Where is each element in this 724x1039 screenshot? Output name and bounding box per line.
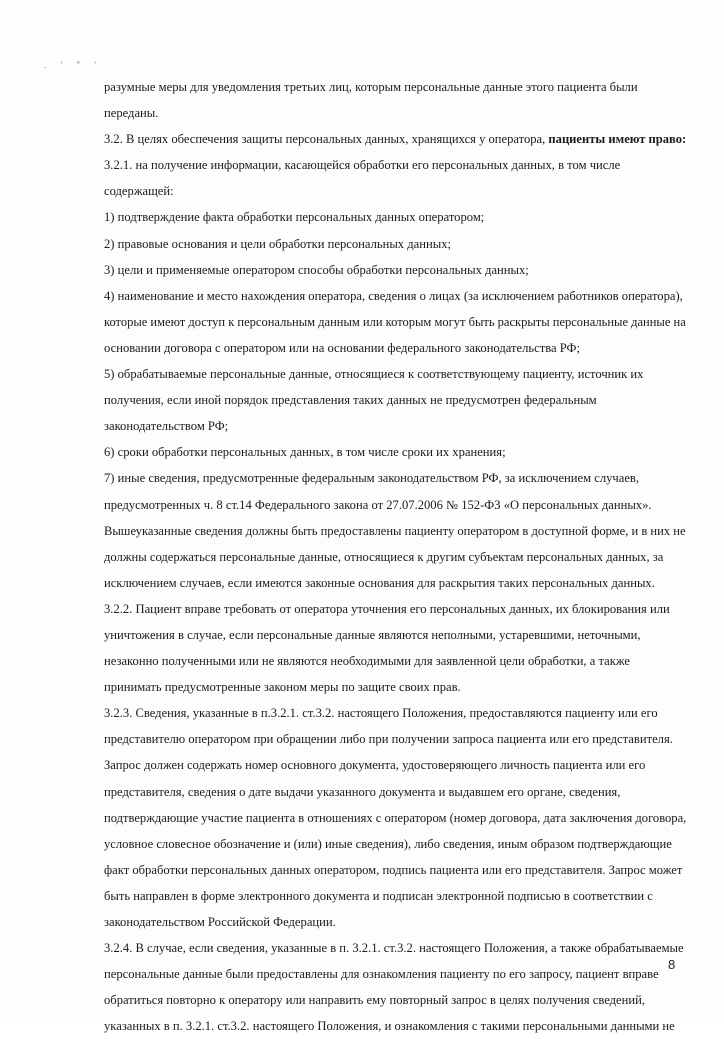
page-number: 8 — [668, 957, 676, 972]
list-item: 3) цели и применяемые оператором способы обработки персональных данных; — [104, 262, 529, 277]
text-line: законодательством РФ; — [104, 419, 229, 434]
list-item: 6) сроки обработки персональных данных, в том числе сроки их хранения; — [104, 445, 506, 460]
text-line: подтверждающие участие пациента в отношениях с оператором (номер договора, дата заключения договора, — [104, 810, 687, 825]
text-line: Вышеуказанные сведения должны быть предоставлены пациенту оператором в доступной форме, и в них не — [104, 523, 686, 538]
text-line: 3.2.1. на получение информации, касающейся обработки его персональных данных, в том числе — [104, 158, 621, 173]
text-line: 3.2.4. В случае, если сведения, указанные в п. 3.2.1. ст.3.2. настоящего Положения, а также обрабатываемые — [104, 941, 684, 956]
list-item: 2) правовые основания и цели обработки персональных данных; — [104, 236, 451, 251]
text-line-with-bold — [104, 126, 685, 152]
text-line: представителя, сведения о дате выдачи указанного документа и выдавшем его органе, сведения, — [104, 784, 621, 799]
document-body — [104, 74, 686, 1039]
text-line: которые имеют доступ к персональным данным или которым могут быть раскрыты персональные данные на — [104, 314, 686, 329]
text-line: факт обработки персональных данных оператором, подпись пациента или его представителя. Запрос может — [104, 862, 683, 877]
text-line: основании договора с оператором или на основании федерального законодательства РФ; — [104, 340, 581, 355]
text-line: разумные меры для уведомления третьих лиц, которым персональные данные этого пациента были — [104, 80, 638, 94]
text-line: 3.2.3. Сведения, указанные в п.3.2.1. ст.3.2. настоящего Положения, предоставляются пациенту или его — [104, 706, 658, 721]
text-line: получения, если иной порядок представления таких данных не предусмотрен федеральным — [104, 393, 597, 408]
list-item: 7) иные сведения, предусмотренные федеральным законодательством РФ, за исключением случаев, — [104, 471, 640, 486]
text-line: исключением случаев, если имеются законные основания для раскрытия таких персональных данных. — [104, 575, 655, 590]
text-fragment: 3.2. В целях обеспечения защиты персональных данных, хранящихся у оператора, — [104, 132, 549, 147]
text-line: персональные данные были предоставлены для ознакомления пациенту по его запросу, пациент вправе — [104, 967, 659, 982]
text-line: должны содержаться персональные данные, относящиеся к другим субъектам персональных данных, за — [104, 549, 664, 564]
text-line: переданы. — [104, 106, 159, 121]
text-line: законодательством Российской Федерации. — [104, 915, 336, 929]
text-line: предусмотренных ч. 8 ст.14 Федерального закона от 27.07.2006 № 152-ФЗ «О персональных данных». — [104, 497, 652, 512]
text-line: уничтожения в случае, если персональные данные являются неполными, устаревшими, неточными, — [104, 627, 641, 642]
text-line: принимать предусмотренные законом меры по защите своих прав. — [104, 680, 461, 695]
text-line: обратиться повторно к оператору или направить ему повторный запрос в целях получения сведений, — [104, 993, 645, 1008]
bold-heading-fragment: пациенты имеют право: — [548, 132, 687, 147]
text-line: быть направлен в форме электронного документа и подписан электронной подписью в соответствии с — [104, 888, 653, 903]
text-line: указанных в п. 3.2.1. ст.3.2. настоящего Положения, и ознакомления с такими персональными данными не — [104, 1019, 675, 1034]
text-line: 3.2.2. Пациент вправе требовать от оператора уточнения его персональных данных, их блокирования или — [104, 601, 670, 616]
text-line: незаконно полученными или не являются необходимыми для заявленной цели обработки, а также — [104, 654, 630, 669]
list-item: 4) наименование и место нахождения оператора, сведения о лицах (за исключением работников оператора), — [104, 288, 683, 303]
text-line: Запрос должен содержать номер основного документа, удостоверяющего личность пациента или его — [104, 758, 646, 773]
text-line: представителю оператором при обращении либо при получении запроса пациента или его представителя. — [104, 732, 673, 747]
scan-marks: . ' " ' — [44, 60, 102, 70]
text-line: содержащей: — [104, 184, 174, 199]
list-item: 5) обрабатываемые персональные данные, относящиеся к соответствующему пациенту, источник их — [104, 367, 644, 382]
text-line: условное словесное обозначение и (или) иные сведения), либо сведения, иным образом подтверждающие — [104, 836, 672, 851]
list-item: 1) подтверждение факта обработки персональных данных оператором; — [104, 210, 485, 225]
